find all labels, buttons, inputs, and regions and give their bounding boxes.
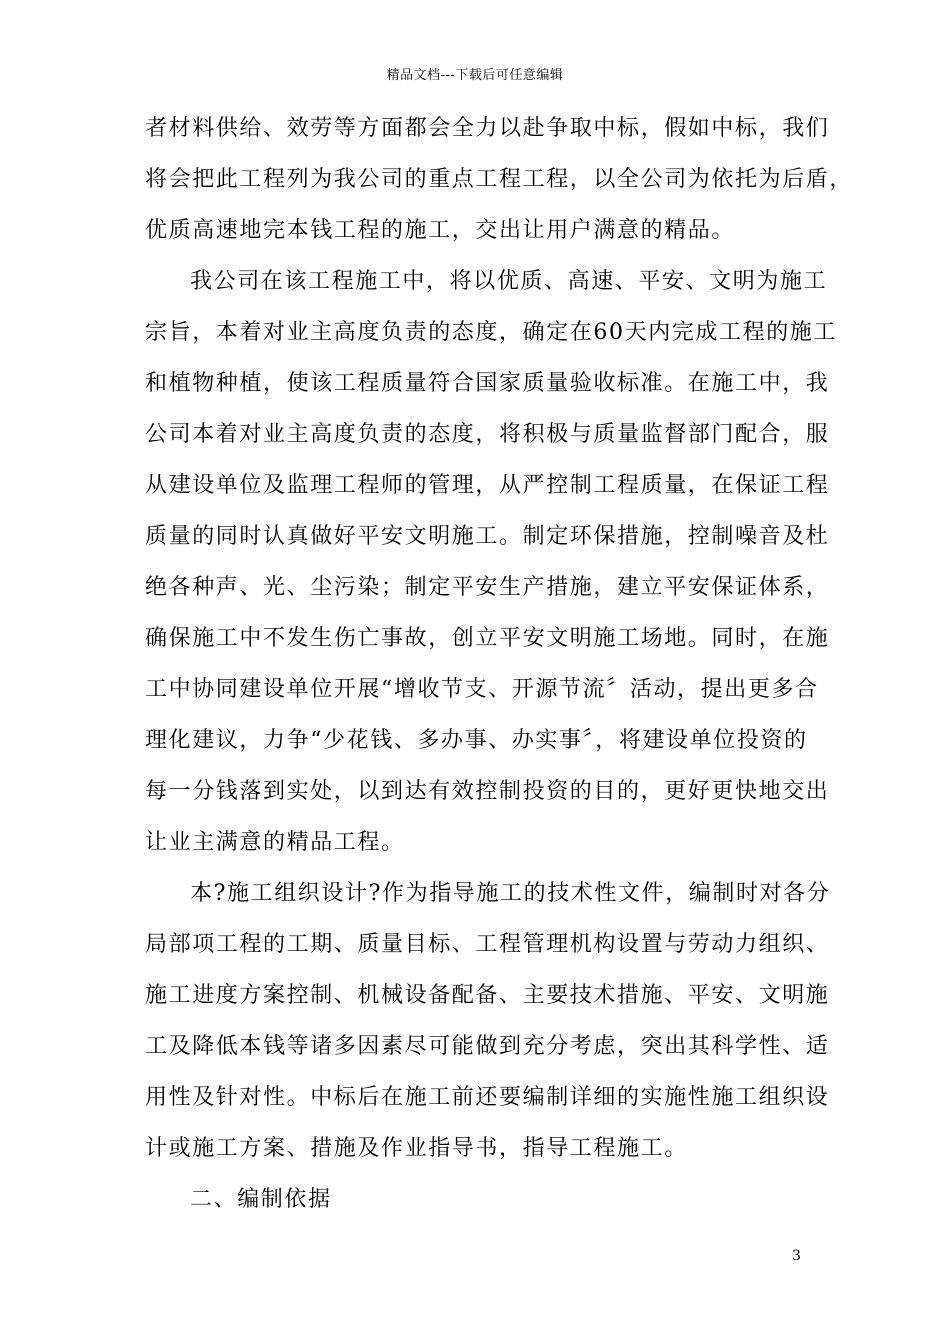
text-line: 宗旨，本着对业主高度负责的态度，确定在60天内完成工程的施工: [145, 320, 837, 345]
text-line: 者材料供给、效劳等方面都会全力以赴争取中标，假如中标，我们: [145, 116, 830, 141]
text-line: 公司本着对业主高度负责的态度，将积极与质量监督部门配合，服: [145, 422, 830, 447]
text-line: 和植物种植，使该工程质量符合国家质量验收标准。在施工中，我: [145, 371, 830, 396]
text-line: 理化建议，力争“少花钱、多办事、办实事〞，将建设单位投资的: [145, 728, 808, 753]
text-line: 每一分钱落到实处，以到达有效控制投资的目的，更好更快地交出: [145, 779, 830, 804]
text-line: 我公司在该工程施工中，将以优质、高速、平安、文明为施工: [190, 269, 828, 294]
section-heading: 二、编制依据: [190, 1187, 332, 1212]
text-line: 将会把此工程列为我公司的重点工程工程，以全公司为依托为后盾，: [145, 167, 854, 192]
text-line: 工及降低本钱等诸多因素尽可能做到充分考虑，突出其科学性、适: [145, 1034, 830, 1059]
text-line: 质量的同时认真做好平安文明施工。制定环保措施，控制噪音及杜: [145, 524, 830, 549]
text-line: 计或施工方案、措施及作业指导书，指导工程施工。: [145, 1136, 688, 1161]
page-number: 3: [792, 1248, 801, 1264]
text-line: 施工进度方案控制、机械设备配备、主要技术措施、平安、文明施: [145, 983, 830, 1008]
text-line: 从建设单位及监理工程师的管理，从严控制工程质量，在保证工程: [145, 473, 830, 498]
text-line: 让业主满意的精品工程。: [145, 830, 405, 855]
text-line: 优质高速地完本钱工程的施工，交出让用户满意的精品。: [145, 218, 736, 243]
text-line: 局部项工程的工期、质量目标、工程管理机构设置与劳动力组织、: [145, 932, 830, 957]
text-line: 确保施工中不发生伤亡事故，创立平安文明施工场地。同时，在施: [145, 626, 830, 651]
text-line: 绝各种声、光、尘污染；制定平安生产措施，建立平安保证体系，: [145, 575, 830, 600]
text-line: 工中协同建设单位开展“增收节支、开源节流〞活动，提出更多合: [145, 677, 819, 702]
text-line: 用性及针对性。中标后在施工前还要编制详细的实施性施工组织设: [145, 1085, 830, 1110]
text-line: 本?施工组织设计?作为指导施工的技术性文件，编制时对各分: [190, 881, 831, 906]
page-header: 精品文档---下载后可任意编辑: [386, 68, 564, 83]
